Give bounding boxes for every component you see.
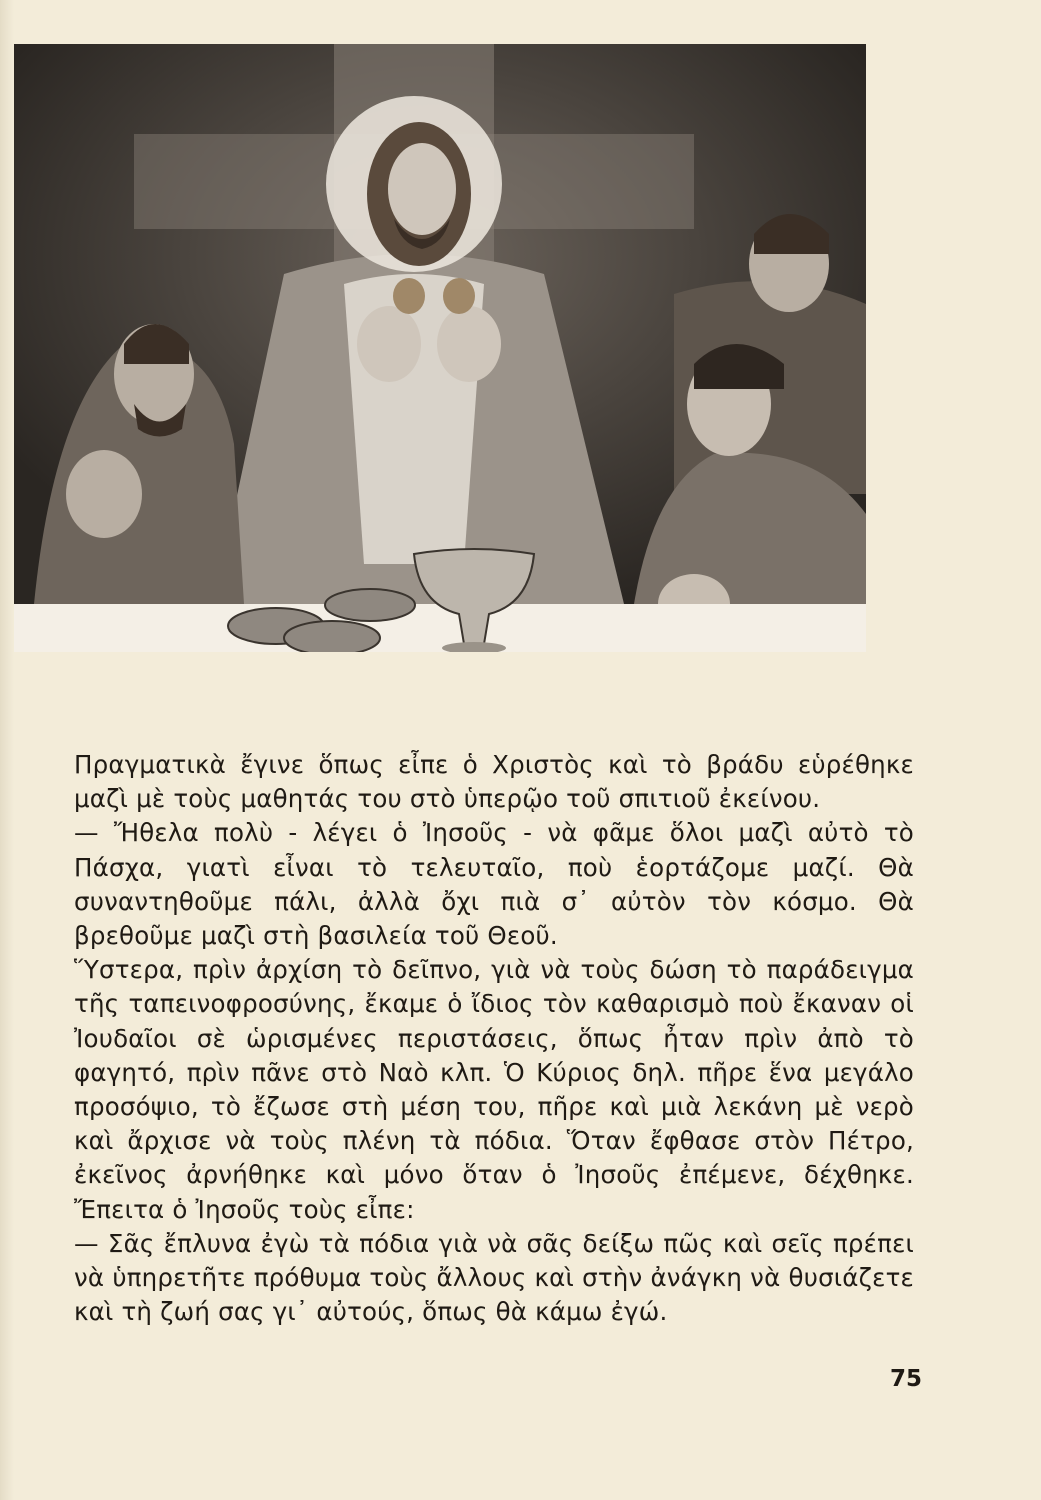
disciple-left-praying-hands	[66, 450, 142, 538]
bread-right	[443, 278, 475, 314]
page-edge-shadow	[0, 0, 14, 1500]
paragraph-4: — Σᾶς ἔπλυνα ἐγὼ τὰ πόδια γιὰ νὰ σᾶς δείξω πῶς καὶ σεῖς πρέπει νὰ ὑπηρετῆτε πρόθυμα τοὺς ἄλλους καὶ στὴν ἀνάγκη νὰ θυσιάζετε καὶ τὴ ζωή σας γι᾽ αὐτούς, ὅπως θὰ κάμω ἐγώ.	[74, 1228, 914, 1327]
christ-face	[388, 143, 456, 235]
body-text	[74, 748, 914, 1329]
page-number: 75	[890, 1366, 923, 1392]
right-hand	[437, 306, 501, 382]
last-supper-drawing	[14, 44, 866, 652]
left-hand	[357, 306, 421, 382]
paragraph-3: Ὕστερα, πρὶν ἀρχίση τὸ δεῖπνο, γιὰ νὰ τοὺς δώση τὸ παράδειγμα τῆς ταπεινοφροσύνης, ἔκαμε ὁ ἴδιος τὸν καθαρισμὸ ποὺ ἔκαναν οἱ Ἰουδαῖοι σὲ ὡρισμένες περιστάσεις, ὅπως ἦταν πρὶν ἀπὸ τὸ φαγητό, πρὶν πᾶνε στὸ Ναὸ κλπ. Ὁ Κύριος δηλ. πῆρε ἕνα μεγάλο προσόψιο, τὸ ἔζωσε στὴ μέση του, πῆρε καὶ μιὰ λεκάνη μὲ νερὸ καὶ ἄρχισε νὰ τοὺς πλένη τὰ πόδια. Ὅταν ἔφθασε στὸν Πέτρο, ἐκεῖνος ἀρνήθηκε καὶ μόνο ὅταν ὁ Ἰησοῦς ἐπέμενε, δέχθηκε. Ἔπειτα ὁ Ἰησοῦς τοὺς εἶπε:	[74, 955, 914, 1224]
paragraph-2: — Ἤθελα πολὺ - λέγει ὁ Ἰησοῦς - νὰ φᾶμε ὅλοι μαζὶ αὐτὸ τὸ Πάσχα, γιατὶ εἶναι τὸ τελευταῖο, ποὺ ἑορτάζομε μαζί. Θὰ συναντηθοῦμε πάλι, ἀλλὰ ὄχι πιὰ σ᾽ αὐτὸν τὸν κόσμο. Θὰ βρεθοῦμε μαζὶ στὴ βασιλεία τοῦ Θεοῦ.	[74, 818, 914, 951]
table	[14, 604, 866, 652]
bread-loaf-2	[284, 621, 380, 652]
bread-left	[393, 278, 425, 314]
paragraph-1: Πραγματικὰ ἔγινε ὅπως εἶπε ὁ Χριστὸς καὶ τὸ βράδυ εὑρέθηκε μαζὶ μὲ τοὺς μαθητάς του στὸ ὑπερῷο τοῦ σπιτιοῦ ἐκείνου.	[74, 750, 914, 814]
bread-loaf-3	[325, 589, 415, 621]
last-supper-illustration	[14, 44, 866, 652]
